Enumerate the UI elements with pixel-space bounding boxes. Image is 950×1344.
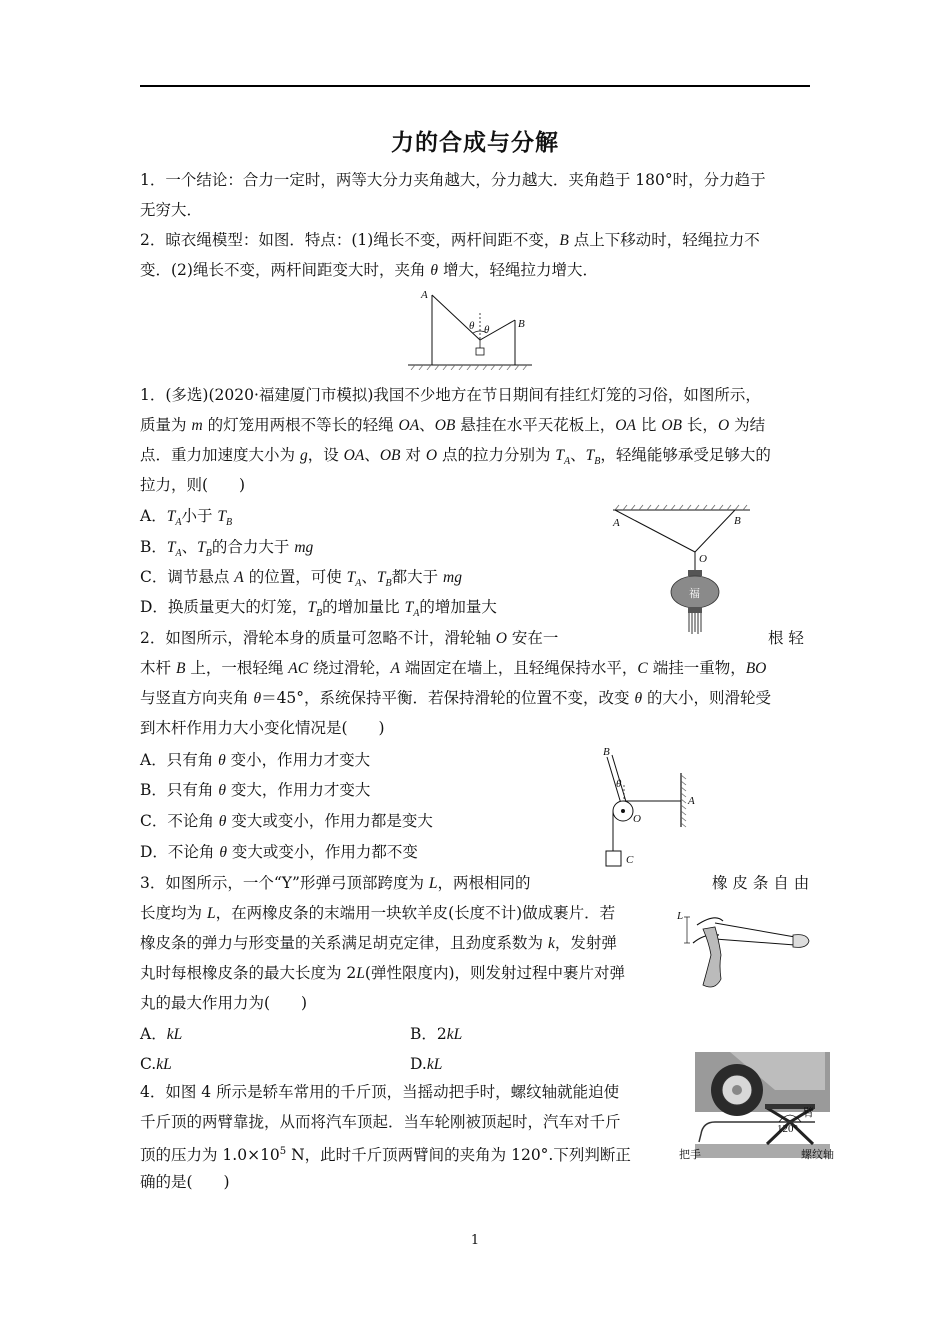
q1-option-D: D．换质量更大的灯笼，$T_B$的增加量比 $T_A$的增加量大 — [140, 598, 497, 620]
q1-option-C: C．调节悬点 A 的位置，可使 $T_A$、$T_B$都大于 mg — [140, 568, 462, 590]
q3-line-2: 长度均为 L，在两橡皮条的末端用一块软羊皮(长度不计)做成裹片．若 — [140, 904, 616, 922]
label-theta-left: θ — [469, 320, 475, 332]
car-jack-figure — [675, 1050, 845, 1165]
q2-option-A: A．只有角 θ 变小，作用力才变大 — [140, 751, 371, 769]
q3-line-1: 3．如图所示，一个“Y”形弹弓顶部跨度为 L，两根相同的 — [140, 874, 531, 892]
q3-line-5: 丸的最大作用力为( ) — [140, 994, 308, 1012]
label-O: O — [699, 553, 707, 565]
q4-line-3: 顶的压力为 $1.0\times 10^5$ N，此时千斤顶两臂间的夹角为 120°.下列判断正 — [140, 1146, 631, 1165]
label-theta-right: θ — [484, 324, 490, 336]
q3-line-1-tail: 橡 皮 条 自 由 — [712, 874, 810, 892]
label-handle: 把手 — [679, 1149, 701, 1161]
q3-option-B: B．2kL — [410, 1025, 463, 1043]
q1-line-3: 点．重力加速度大小为 g，设 OA、OB 对 O 点的拉力分别为 $T_A$、$T_B$，轻绳能够承受足够大的 — [140, 446, 771, 468]
q2-option-C: C．不论角 θ 变大或变小，作用力都是变大 — [140, 812, 433, 830]
header-rule — [140, 85, 810, 87]
q2-option-B: B．只有角 θ 变大，作用力才变大 — [140, 781, 371, 799]
label-B: B — [518, 318, 525, 330]
label-angle: 120° — [777, 1123, 798, 1135]
label-L: L — [677, 910, 684, 922]
clothesline-figure — [405, 285, 535, 370]
lantern-figure — [605, 500, 755, 640]
slingshot-figure — [675, 895, 815, 1000]
q1-line-1: 1．(多选)(2020·福建厦门市模拟)我国不少地方在节日期间有挂红灯笼的习俗，如图所示， — [140, 386, 761, 404]
point-1-line-1: 1．一个结论：合力一定时，两等大分力夹角越大，分力越大．夹角趋于 180°时，分力趋于 — [140, 171, 766, 189]
label-arm: 臂 — [803, 1107, 814, 1119]
label-screw-shaft: 螺纹轴 — [801, 1149, 834, 1161]
q4-line-4: 确的是( ) — [140, 1173, 230, 1191]
lantern-character: 福 — [689, 588, 700, 600]
q3-option-C: C.kL — [140, 1055, 172, 1073]
q4-line-1: 4．如图 4 所示是轿车常用的千斤顶，当摇动把手时，螺纹轴就能迫使 — [140, 1083, 620, 1101]
q3-line-3: 橡皮条的弹力与形变量的关系满足胡克定律，且劲度系数为 k，发射弹 — [140, 934, 617, 952]
label-theta: θ — [616, 778, 622, 790]
point-2-line-2: 变．(2)绳长不变，两杆间距变大时，夹角 θ 增大，轻绳拉力增大． — [140, 261, 598, 279]
q2-line-1: 2．如图所示，滑轮本身的质量可忽略不计，滑轮轴 O 安在一 — [140, 629, 559, 647]
q1-line-2: 质量为 m 的灯笼用两根不等长的轻绳 OA、OB 悬挂在水平天花板上，OA 比 OB 长，O 为结 — [140, 416, 766, 434]
q3-option-A: A．kL — [140, 1025, 183, 1043]
q1-option-A: A．$T_A$小于 $T_B$ — [140, 507, 233, 529]
pulley-figure — [595, 745, 705, 873]
q2-line-4: 到木杆作用力大小变化情况是( ) — [140, 719, 385, 737]
q1-line-4: 拉力，则( ) — [140, 476, 246, 494]
page-number: 1 — [470, 1233, 480, 1248]
label-B: B — [734, 515, 741, 527]
q1-option-B: B．$T_A$、$T_B$的合力大于 mg — [140, 538, 314, 560]
q4-line-2: 千斤顶的两臂靠拢，从而将汽车顶起．当车轮刚被顶起时，汽车对千斤 — [140, 1113, 621, 1131]
q2-option-D: D．不论角 θ 变大或变小，作用力都不变 — [140, 843, 418, 861]
label-A: A — [613, 517, 620, 529]
label-B: B — [603, 746, 610, 758]
page-title: 力的合成与分解 — [391, 129, 559, 156]
point-1-line-2: 无穷大． — [140, 201, 203, 219]
q2-line-1-tail: 根 轻 — [768, 629, 804, 647]
label-O: O — [633, 813, 641, 825]
label-A: A — [688, 795, 695, 807]
label-C: C — [626, 854, 634, 866]
point-2-line-1: 2．晾衣绳模型：如图．特点：(1)绳长不变，两杆间距不变，B 点上下移动时，轻绳拉力不 — [140, 231, 760, 249]
q2-line-3: 与竖直方向夹角 θ＝45°，系统保持平衡．若保持滑轮的位置不变，改变 θ 的大小，则滑轮受 — [140, 689, 772, 707]
q3-line-4: 丸时每根橡皮条的最大长度为 2L(弹性限度内)，则发射过程中裹片对弹 — [140, 964, 626, 982]
q2-line-2: 木杆 B 上，一根轻绳 AC 绕过滑轮，A 端固定在墙上，且轻绳保持水平，C 端挂一重物，BO — [140, 659, 767, 677]
label-A: A — [421, 289, 428, 301]
q3-option-D: D.kL — [410, 1055, 443, 1073]
